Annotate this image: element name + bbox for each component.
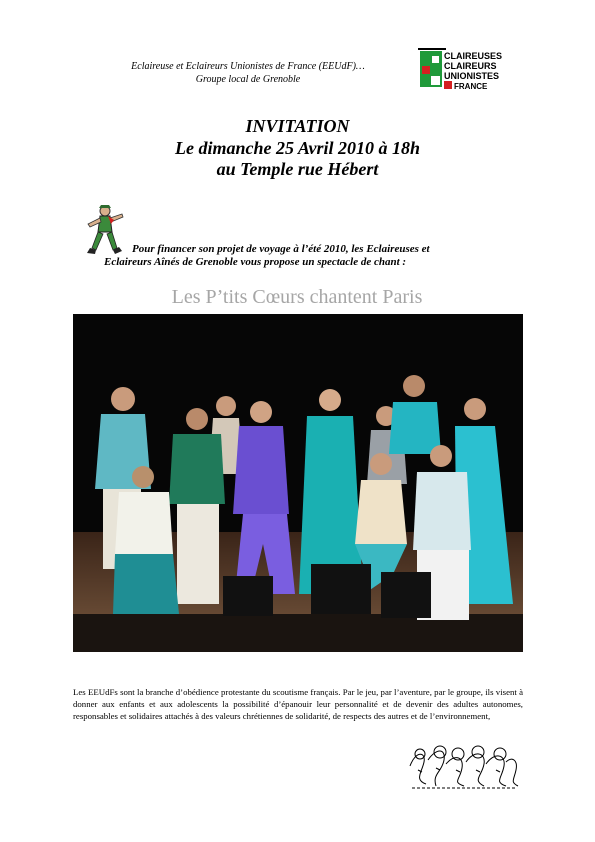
show-title: Les P’tits Cœurs chantent Paris <box>171 286 423 308</box>
org-name: Eclaireuse et Eclaireurs Unionistes de France (EEUdF)… <box>131 61 365 72</box>
intro-line-2: Eclaireurs Aînés de Grenoble vous propose un spectacle de chant : <box>104 256 407 268</box>
invitation-title: INVITATION <box>245 116 350 136</box>
invitation-place: au Temple rue Hébert <box>216 159 379 179</box>
logo-text-4: FRANCE <box>454 82 488 91</box>
org-group: Groupe local de Grenoble <box>195 74 301 85</box>
intro-text <box>96 243 526 269</box>
invitation-block <box>120 116 475 181</box>
performer-2 <box>169 408 225 604</box>
logo-text-1: CLAIREUSES <box>444 51 503 61</box>
eeudf-logo <box>418 48 518 92</box>
logo-text-3: UNIONISTES <box>444 71 500 81</box>
intro-line-1: Pour financer son projet de voyage à l’été 2010, les Eclaireuses et <box>132 243 430 255</box>
description-paragraph: Les EEUdFs sont la branche d’obédience protestante du scoutisme français. Par le jeu, par l’aventure, par le groupe, ils visent à donner aux enfants et aux adolescents la possibilité d’épanouir leur personnalité et de devenir des adultes autonomes, responsables et solidaires attachés à des valeurs chrétiennes de solidarité, de respects des autres et de l’environnement, <box>73 687 523 721</box>
invitation-date: Le dimanche 25 Avril 2010 à 18h <box>175 137 420 158</box>
group-photo <box>73 314 523 652</box>
logo-text-2: CLAIREURS <box>444 61 497 71</box>
children-drawing-icon <box>406 740 521 792</box>
org-header <box>78 60 418 86</box>
